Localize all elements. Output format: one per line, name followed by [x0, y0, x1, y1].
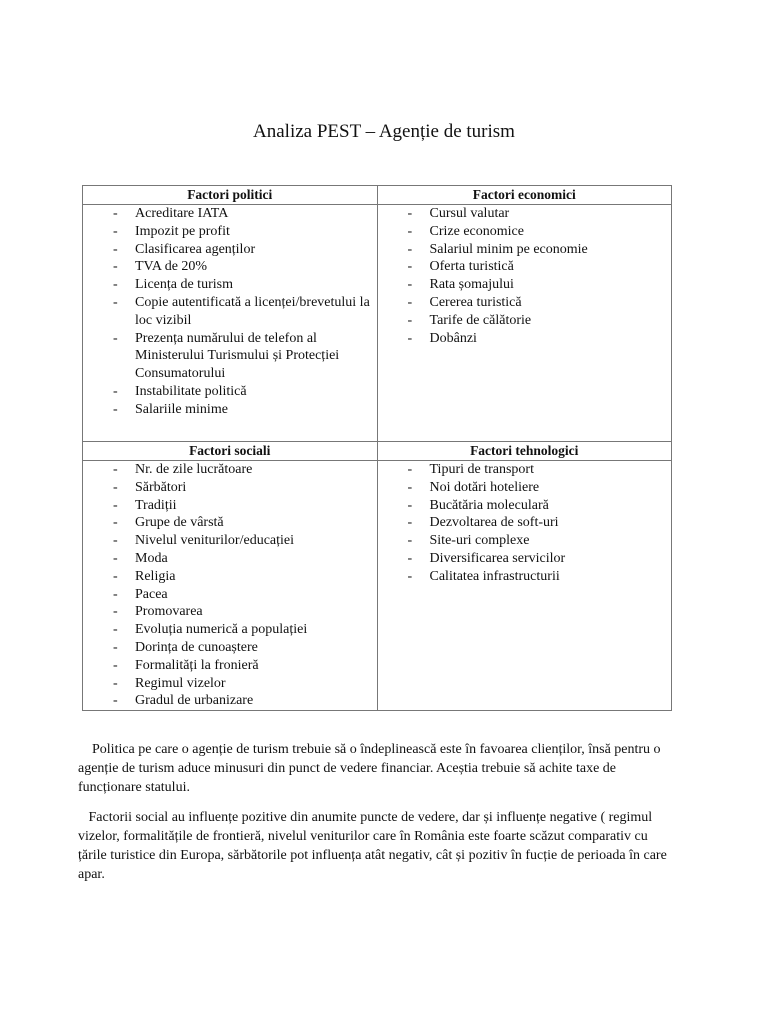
list-item [83, 586, 377, 604]
dash-bullet: - [407, 550, 413, 566]
list-item [378, 258, 672, 276]
dash-bullet: - [113, 383, 118, 399]
dash-bullet: - [113, 515, 118, 531]
dash-bullet: - [407, 277, 413, 293]
dash-bullet: - [407, 568, 413, 584]
cell-economic [377, 205, 672, 442]
dash-bullet: - [407, 479, 413, 495]
cell-political [83, 205, 378, 442]
list-item-text: Tipuri de transport [429, 462, 534, 477]
header-technological: Factori tehnologici [377, 442, 672, 461]
list-item [83, 401, 377, 419]
list-item-text: Regimul vizelor [135, 675, 226, 691]
pest-table [82, 185, 672, 711]
list-item-text: Oferta turistică [429, 259, 514, 275]
content-row-bottom [83, 461, 672, 711]
list-item-text: Crize economice [429, 223, 524, 239]
list-item [83, 568, 377, 586]
dash-bullet: - [113, 241, 118, 257]
dash-bullet: - [113, 622, 118, 638]
list-item [378, 241, 672, 259]
list-item [83, 657, 377, 675]
list-item-text: Clasificarea agenților [135, 241, 256, 257]
list-item-text: Dobânzi [429, 330, 477, 346]
paragraph-political-text: Politica pe care o agenție de turism trebuie să o îndeplinească este în favoarea clienților, însă pentru o agenție de turism aduce minusuri din punct de vedere financiar. Aceștia trebuie să achite taxe de funcționare statului. [78, 742, 661, 795]
list-item [378, 294, 672, 312]
list-political [83, 205, 377, 419]
dash-bullet: - [407, 330, 413, 346]
header-social: Factori sociali [83, 442, 378, 461]
list-item [83, 330, 377, 383]
dash-bullet: - [407, 259, 413, 275]
list-item [83, 603, 377, 621]
dash-bullet: - [113, 294, 118, 310]
dash-bullet: - [113, 259, 118, 275]
list-item [378, 532, 672, 550]
list-item-text: Instabilitate politică [135, 383, 247, 399]
list-item-text: Site-uri complexe [429, 533, 530, 549]
list-item [378, 330, 672, 348]
list-item [83, 621, 377, 639]
list-item-text: Copie autentificată a licenței/brevetului la loc vizibil [135, 294, 370, 328]
list-item-text: Licența de turism [135, 277, 233, 293]
dash-bullet: - [113, 568, 118, 584]
list-item-text: Salariile minime [135, 401, 228, 417]
content-row-top [83, 205, 672, 442]
dash-bullet: - [407, 312, 413, 328]
list-item [83, 205, 377, 223]
list-item-text: Formalități la fronieră [135, 657, 259, 673]
dash-bullet: - [407, 462, 413, 477]
list-item-text: TVA de 20% [135, 259, 208, 275]
cell-technological [377, 461, 672, 711]
list-item [83, 639, 377, 657]
dash-bullet: - [113, 462, 118, 477]
list-item [83, 383, 377, 401]
list-item-text: Salariul minim pe economie [429, 241, 588, 257]
header-political: Factori politici [83, 186, 378, 205]
list-economic [378, 205, 672, 347]
list-item-text: Sărbători [135, 479, 187, 495]
list-item [378, 461, 672, 479]
list-item-text: Pacea [135, 586, 168, 602]
dash-bullet: - [113, 675, 118, 691]
dash-bullet: - [113, 604, 118, 620]
list-item-text: Calitatea infrastructurii [429, 568, 560, 584]
list-item [378, 312, 672, 330]
list-item-text: Cursul valutar [429, 206, 510, 221]
list-item [83, 461, 377, 479]
list-item-text: Grupe de vârstă [135, 515, 224, 531]
dash-bullet: - [407, 497, 413, 513]
dash-bullet: - [113, 639, 118, 655]
list-item-text: Dezvoltarea de soft-uri [429, 515, 559, 531]
dash-bullet: - [407, 533, 413, 549]
list-item [83, 497, 377, 515]
header-economic: Factori economici [377, 186, 672, 205]
list-item-text: Dorința de cunoaștere [135, 639, 258, 655]
header-row-top [83, 186, 672, 205]
paragraph-social [78, 808, 678, 884]
list-item [83, 675, 377, 693]
dash-bullet: - [113, 657, 118, 673]
paragraph-social-text: Factorii social au influențe pozitive din anumite puncte de vedere, dar și influențe negative ( regimul vizelor, formalitățile de frontieră, nivelul veniturilor care în România este foarte scăzut comparativ cu țările turistice din Europa, sărbătorile pot influența atât negativ, cât și pozitiv în fucție de perioada în care apar. [78, 810, 667, 882]
list-item [378, 223, 672, 241]
header-row-bottom [83, 442, 672, 461]
list-technological [378, 461, 672, 586]
list-item-text: Gradul de urbanizare [135, 693, 254, 709]
list-item-text: Rata șomajului [429, 277, 514, 293]
dash-bullet: - [113, 586, 118, 602]
paragraph-political [78, 740, 678, 797]
list-item [378, 568, 672, 586]
dash-bullet: - [113, 330, 118, 346]
list-item-text: Cererea turistică [429, 294, 522, 310]
dash-bullet: - [113, 277, 118, 293]
list-item-text: Nivelul veniturilor/educației [135, 533, 295, 549]
dash-bullet: - [407, 241, 413, 257]
list-item [83, 294, 377, 330]
list-item [378, 276, 672, 294]
dash-bullet: - [113, 223, 118, 239]
list-item-text: Moda [135, 550, 168, 566]
dash-bullet: - [113, 497, 118, 513]
dash-bullet: - [407, 223, 413, 239]
list-item-text: Diversificarea servicilor [429, 550, 566, 566]
list-item [83, 223, 377, 241]
list-item-text: Evoluția numerică a populației [135, 622, 308, 638]
list-item [83, 241, 377, 259]
list-item [378, 479, 672, 497]
cell-social [83, 461, 378, 711]
list-item-text: Tarife de călătorie [429, 312, 532, 328]
dash-bullet: - [407, 294, 413, 310]
list-social [83, 461, 377, 710]
dash-bullet: - [407, 206, 413, 221]
list-item [83, 550, 377, 568]
list-item-text: Prezența numărului de telefon al Ministerului Turismului și Protecției Consumatorului [135, 330, 340, 382]
list-item-text: Tradiții [135, 497, 177, 513]
list-item [83, 692, 377, 710]
list-item [83, 479, 377, 497]
list-item-text: Promovarea [135, 604, 203, 620]
list-item-text: Acreditare IATA [135, 206, 229, 221]
list-item [83, 258, 377, 276]
dash-bullet: - [113, 533, 118, 549]
dash-bullet: - [113, 479, 118, 495]
list-item [83, 532, 377, 550]
list-item [378, 205, 672, 223]
dash-bullet: - [113, 401, 118, 417]
list-item [378, 497, 672, 515]
dash-bullet: - [407, 515, 413, 531]
dash-bullet: - [113, 550, 118, 566]
list-item-text: Noi dotări hoteliere [429, 479, 540, 495]
list-item [378, 514, 672, 532]
list-item-text: Bucătăria moleculară [429, 497, 549, 513]
dash-bullet: - [113, 693, 118, 709]
list-item [83, 276, 377, 294]
dash-bullet: - [113, 206, 118, 221]
list-item [83, 514, 377, 532]
list-item-text: Religia [135, 568, 176, 584]
list-item [378, 550, 672, 568]
list-item-text: Impozit pe profit [135, 223, 230, 239]
page-title: Analiza PEST – Agenție de turism [253, 121, 515, 142]
list-item-text: Nr. de zile lucrătoare [135, 462, 253, 477]
